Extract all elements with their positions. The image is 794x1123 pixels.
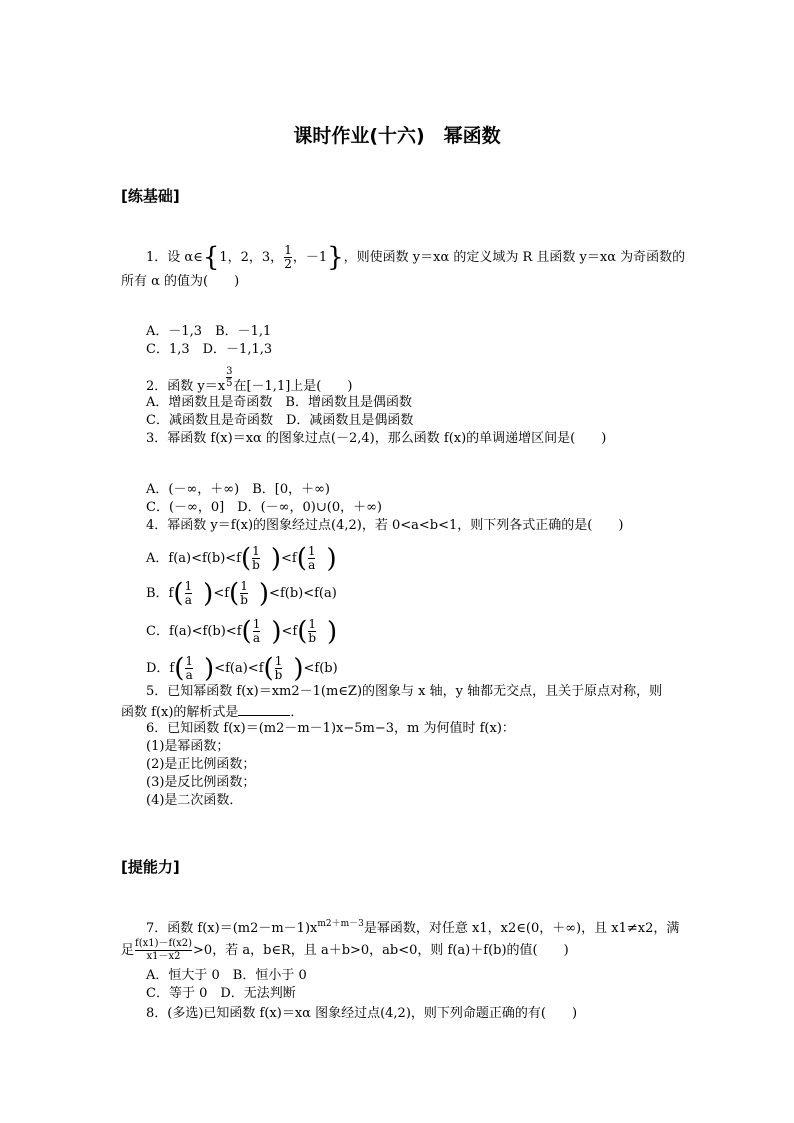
page-title: 课时作业(十六) 幂函数 xyxy=(293,125,501,147)
question-6-item-3: (3)是反比例函数； xyxy=(146,775,256,790)
left-brace: { xyxy=(202,242,220,273)
question-6-stem: 6．已知函数 f(x)＝(m2－m－1)x−5m−3，m 为何值时 f(x)： xyxy=(146,721,515,736)
question-2-options-cd: C．减函数且是奇函数 D．减函数且是偶函数 xyxy=(146,413,414,428)
question-4-option-b: B．f( $\frac{1}{a}$ )<f( $\frac{1}{b}$ )<f(b)<f(a) xyxy=(146,578,337,609)
right-brace: } xyxy=(327,242,344,273)
question-7-options-ab: A．恒大于 0 B．恒小于 0 xyxy=(146,968,307,983)
question-6-item-1: (1)是幂函数； xyxy=(146,739,230,754)
question-1-options-ab: A．－1,3 B．－1,1 xyxy=(146,324,272,339)
question-7-options-cd: C．等于 0 D．无法判断 xyxy=(146,986,296,1001)
answer-blank[interactable] xyxy=(238,703,290,716)
question-5-line-1: 5．已知幂函数 f(x)＝xm2－1(m∈Z)的图象与 x 轴，y 轴都无交点，且关于原点对称，则 xyxy=(146,684,663,699)
question-2-stem: 2．函数 y＝x $\frac{3}{5}$ 在[－1,1]上是( ) xyxy=(146,366,353,394)
question-7-line-1: 7．函数 $f(x)=(m2-m-1)x^{m2+m-3}$是幂函数，对任意 x1，x2∈(0，＋∞)，且 x1≠x2，满 xyxy=(146,919,680,936)
exponent-fraction: $\frac{3}{5}$ xyxy=(226,366,233,389)
question-1-line-2: 所有 α 的值为( ) xyxy=(121,274,240,289)
question-2-options-ab: A．增函数且是奇函数 B．增函数且是偶函数 xyxy=(146,395,412,410)
question-1-line-1: 1．设 α∈{1，2，3， $\frac{1}{2}$ ，－1}，则使函数 y＝xα 的定义域为 R 且函数 y＝xα 为奇函数的 xyxy=(146,242,686,273)
question-7-line-2: 足 $\frac{f(x1)-f(x2)}{x1-x2}$ >0，若 a，b∈R，且 a＋b>0，ab<0，则 f(a)＋f(b)的值( ) xyxy=(121,938,569,962)
question-3-stem: 3．幂函数 f(x)＝xα 的图象过点(－2,4)，那么函数 f(x)的单调递增区间是( ) xyxy=(146,431,607,446)
question-8-stem: 8．(多选)已知函数 f(x)＝xα 图象经过点(4,2)，则下列命题正确的有( ) xyxy=(146,1006,578,1021)
fraction-one-half: $\frac{1}{2}$ xyxy=(284,243,292,271)
section-advanced-heading: [提能力] xyxy=(121,858,180,876)
question-4-option-a: A．f(a)<f(b)<f( $\frac{1}{b}$ )<f( $\frac{1}{a}$ ) xyxy=(146,543,337,574)
question-4-option-c: C．f(a)<f(b)<f( $\frac{1}{a}$ )<f( $\frac{1}{b}$ ) xyxy=(146,616,338,647)
question-4-stem: 4．幂函数 y＝f(x)的图象经过点(4,2)，若 0<a<b<1，则下列各式正确的是( ) xyxy=(146,518,624,533)
question-3-options-ab: A．(－∞，＋∞) B．[0，＋∞) xyxy=(146,482,330,497)
question-3-options-cd: C．(－∞，0] D．(－∞，0)∪(0，＋∞) xyxy=(146,500,382,515)
question-6-item-2: (2)是正比例函数； xyxy=(146,757,256,772)
difference-quotient: $\frac{f(x1)-f(x2)}{x1-x2}$ xyxy=(135,938,193,962)
question-4-option-d: D．f( $\frac{1}{a}$ )<f(a)<f( $\frac{1}{b}$ )<f(b) xyxy=(146,653,338,684)
question-5-line-2: 函数 f(x)的解析式是 ． xyxy=(121,705,304,720)
question-1-options-cd: C．1,3 D．－1,1,3 xyxy=(146,342,273,357)
question-6-item-4: (4)是二次函数． xyxy=(146,793,243,808)
section-basic-heading: [练基础] xyxy=(121,187,180,205)
